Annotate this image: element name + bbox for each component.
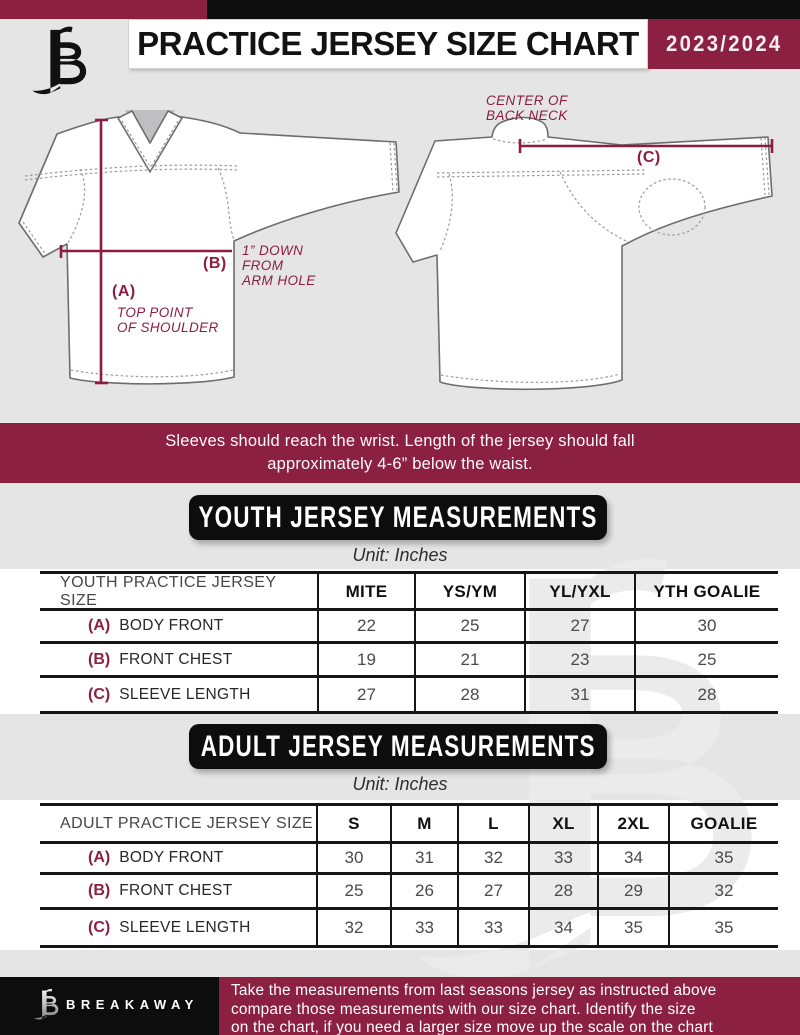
table-row: (C) SLEEVE LENGTH 32 33 33 34 35 35 [40, 910, 778, 948]
footer-note-panel [219, 977, 800, 1035]
page-title-box [128, 19, 648, 69]
fit-note-line2: approximately 4-6” below the waist. [267, 455, 533, 473]
note-center-back-neck: CENTER OF BACK NECK [486, 93, 568, 123]
footer-brand-panel [0, 977, 219, 1035]
season-badge [648, 19, 800, 69]
adult-unit-label: Unit: Inches [352, 774, 448, 794]
table-row: (A) BODY FRONT 30 31 32 33 34 35 [40, 844, 778, 875]
table-row: (C) SLEEVE LENGTH 27 28 31 28 [40, 678, 778, 714]
table-row: (B) FRONT CHEST 25 26 27 28 29 32 [40, 875, 778, 910]
note-top-point: TOP POINT OF SHOULDER [117, 305, 219, 335]
breakaway-footer-logo [32, 985, 60, 1025]
back-jersey-outline [396, 118, 772, 390]
youth-size-table [40, 571, 778, 714]
label-a: (A) [112, 283, 136, 300]
footer-note: Take the measurements from last seasons jersey as instructed above compare those measurements with our size chart. Identify the size on the chart, if you need a larger size move up the scale on the chart [231, 982, 717, 1035]
page-title: PRACTICE JERSEY SIZE CHART [137, 25, 639, 62]
top-maroon-stripe [0, 0, 207, 19]
fit-note-line1: Sleeves should reach the wrist. Length of the jersey should fall [165, 432, 635, 450]
brand-name: BREAKAWAY [66, 997, 199, 1012]
youth-unit-label: Unit: Inches [352, 545, 448, 565]
season-label: 2023/2024 [665, 31, 783, 56]
fit-note-banner [0, 423, 800, 483]
youth-section-title: YOUTH JERSEY MEASUREMENTS [189, 495, 607, 540]
top-black-stripe [207, 0, 800, 19]
note-arm-hole: 1” DOWN FROM ARM HOLE [242, 243, 316, 288]
table-row: (A) BODY FRONT 22 25 27 30 [40, 611, 778, 644]
adult-section-title: ADULT JERSEY MEASUREMENTS [189, 724, 607, 769]
label-b: (B) [203, 255, 227, 272]
label-c: (C) [637, 149, 661, 166]
youth-header-row: YOUTH PRACTICE JERSEY SIZE MITE YS/YM YL/YXL YTH GOALIE [40, 574, 778, 611]
jersey-diagrams [0, 85, 800, 425]
table-row: (B) FRONT CHEST 19 21 23 25 [40, 644, 778, 678]
front-jersey-outline [19, 110, 399, 384]
adult-size-table [40, 803, 778, 948]
adult-header-row: ADULT PRACTICE JERSEY SIZE S M L XL 2XL GOALIE [40, 806, 778, 844]
